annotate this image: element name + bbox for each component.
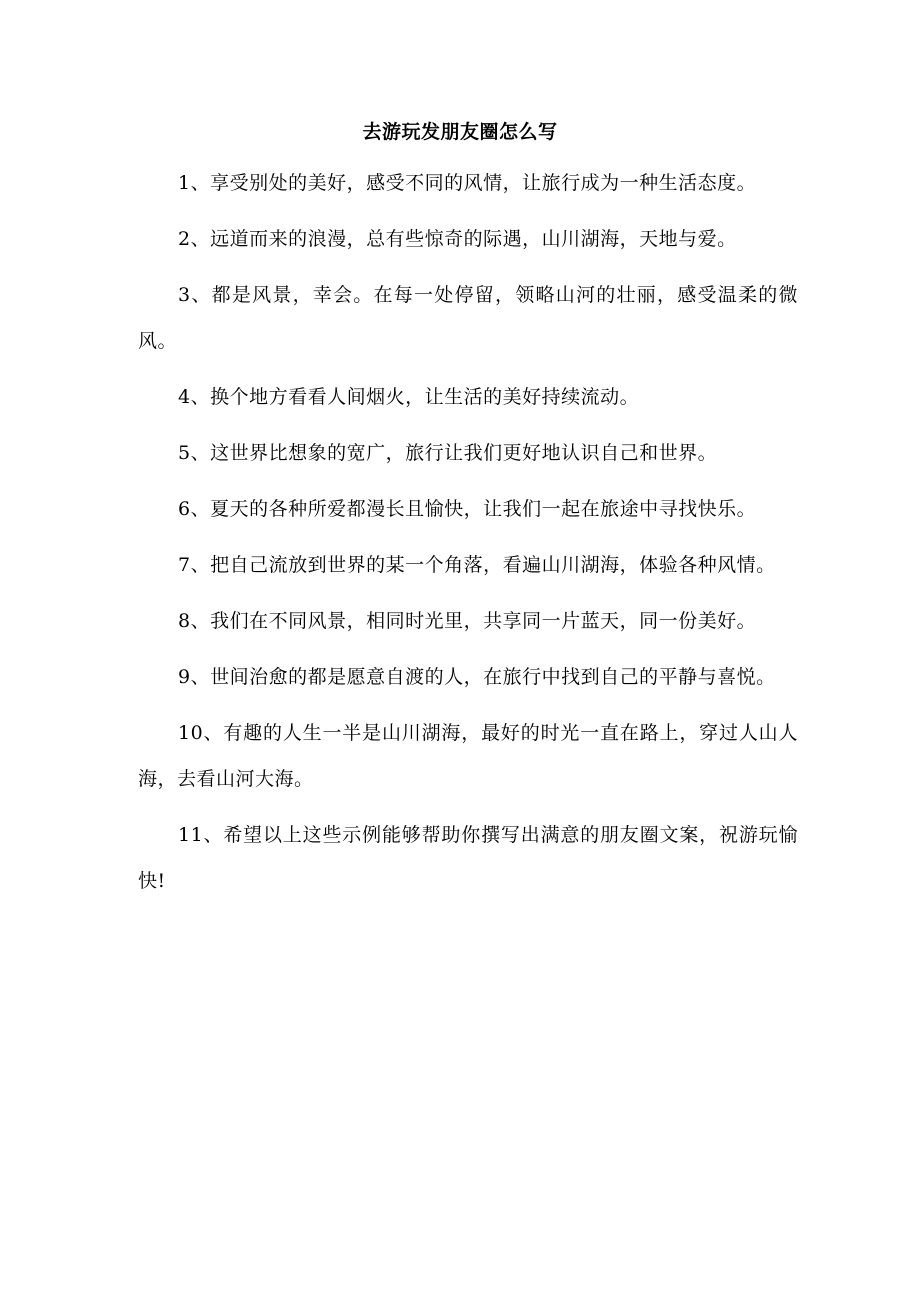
paragraph-4: 4、换个地方看看人间烟火，让生活的美好持续流动。 (178, 386, 640, 408)
document-body (138, 160, 798, 914)
paragraph-1: 1、享受别处的美好，感受不同的风情，让旅行成为一种生活态度。 (178, 172, 757, 194)
paragraph-9: 9、世间治愈的都是愿意自渡的人，在旅行中找到自己的平静与喜悦。 (178, 666, 776, 688)
paragraph-11: 11、希望以上这些示例能够帮助你撰写出满意的朋友圈文案，祝游玩愉快! (138, 824, 798, 892)
paragraph-10: 10、有趣的人生一半是山川湖海，最好的时光一直在路上，穿过人山人海，去看山河大海。 (138, 722, 798, 790)
paragraph-8: 8、我们在不同风景，相同时光里，共享同一片蓝天，同一份美好。 (178, 610, 757, 632)
paragraph-5: 5、这世界比想象的宽广，旅行让我们更好地认识自己和世界。 (178, 442, 718, 464)
paragraph-2: 2、远道而来的浪漫，总有些惊奇的际遇，山川湖海，天地与爱。 (178, 228, 737, 250)
page-title: 去游玩发朋友圈怎么写 (362, 121, 558, 143)
paragraph-3: 3、都是风景，幸会。在每一处停留，领略山河的壮丽，感受温柔的微风。 (138, 284, 798, 352)
paragraph-7: 7、把自己流放到世界的某一个角落，看遍山川湖海，体验各种风情。 (178, 554, 776, 576)
paragraph-6: 6、夏天的各种所爱都漫长且愉快，让我们一起在旅途中寻找快乐。 (178, 498, 757, 520)
